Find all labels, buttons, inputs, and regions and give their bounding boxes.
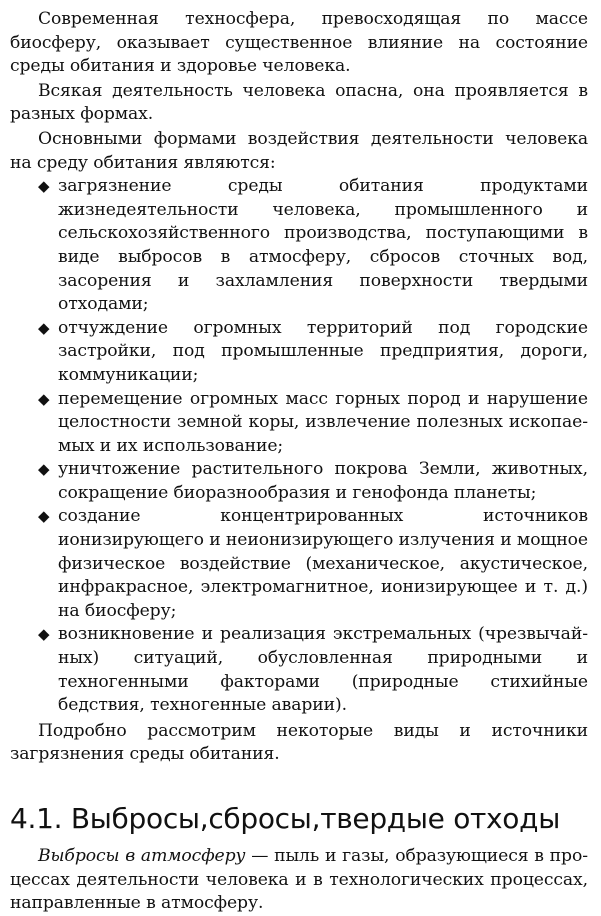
list-item-text: уничтожение растительного покрова Земли, животных, сокращение биоразнообразия и генофонда планеты; [58, 459, 588, 503]
diamond-icon: ◆ [38, 460, 50, 479]
list-item [38, 458, 588, 505]
intro-paragraph-1: Современная техносфера, превосходящая по массе биосферу, оказывает существенное влияние на состояние среды обитания и здоровье человека. [10, 9, 588, 77]
list-item-text: создание концентрированных источников ионизирующего и неионизирующего излучения и мощное физическое воздействие (механическое, акустическое, инфракрасное, электромагнитное, ионизирующее и т. д.) на биосферу; [58, 506, 588, 621]
section-heading: 4.1. Выбросы,сбросы,твердые отходы [10, 802, 561, 835]
diamond-icon: ◆ [38, 389, 50, 408]
diamond-icon: ◆ [38, 625, 50, 644]
list-item [38, 317, 588, 388]
document-page [10, 8, 588, 916]
definition-paragraph [10, 845, 588, 916]
definition-text: — пыль и газы, образующиеся в процессах деятельности человека и в технологических процессах, направленные в атмосферу. [10, 846, 588, 914]
intro-paragraph-2: Всякая деятельность человека опасна, она проявляется в разных формах. [10, 80, 588, 125]
list-item-text: отчуждение огромных территорий под городские застройки, под промышленные предприятия, дороги, коммуникации; [58, 317, 588, 385]
list-item-text: загрязнение среды обитания продуктами жизнедеятельности человека, промышленного и сельскохозяйственного производства, поступающими в виде выбросов в атмосферу, сбросов сточных вод, засорения и захламления поверхности твердыми отходами; [58, 176, 588, 315]
intro-paragraph-3: Основными формами воздействия деятельности человека на среду обитания являются: [10, 128, 588, 173]
impact-forms-list [10, 175, 588, 718]
diamond-icon: ◆ [38, 507, 50, 526]
list-item [38, 623, 588, 717]
definition-term: Выбросы в атмосферу [38, 846, 246, 866]
list-item-text: перемещение огромных масс горных пород и нарушение целостности земной коры, извлечение полезных ископаемых и их использование; [58, 388, 588, 456]
list-item-text: возникновение и реализация экстремальных (чрезвычайных) ситуаций, обусловленная природными и техногенными факторами (природные стихийные бедствия, техногенные аварии). [58, 624, 588, 716]
outro-paragraph: Подробно рассмотрим некоторые виды и источники загрязнения среды обитания. [10, 720, 588, 765]
diamond-icon: ◆ [38, 177, 50, 196]
list-item [38, 505, 588, 623]
list-item [38, 388, 588, 459]
list-item [38, 175, 588, 317]
diamond-icon: ◆ [38, 318, 50, 337]
